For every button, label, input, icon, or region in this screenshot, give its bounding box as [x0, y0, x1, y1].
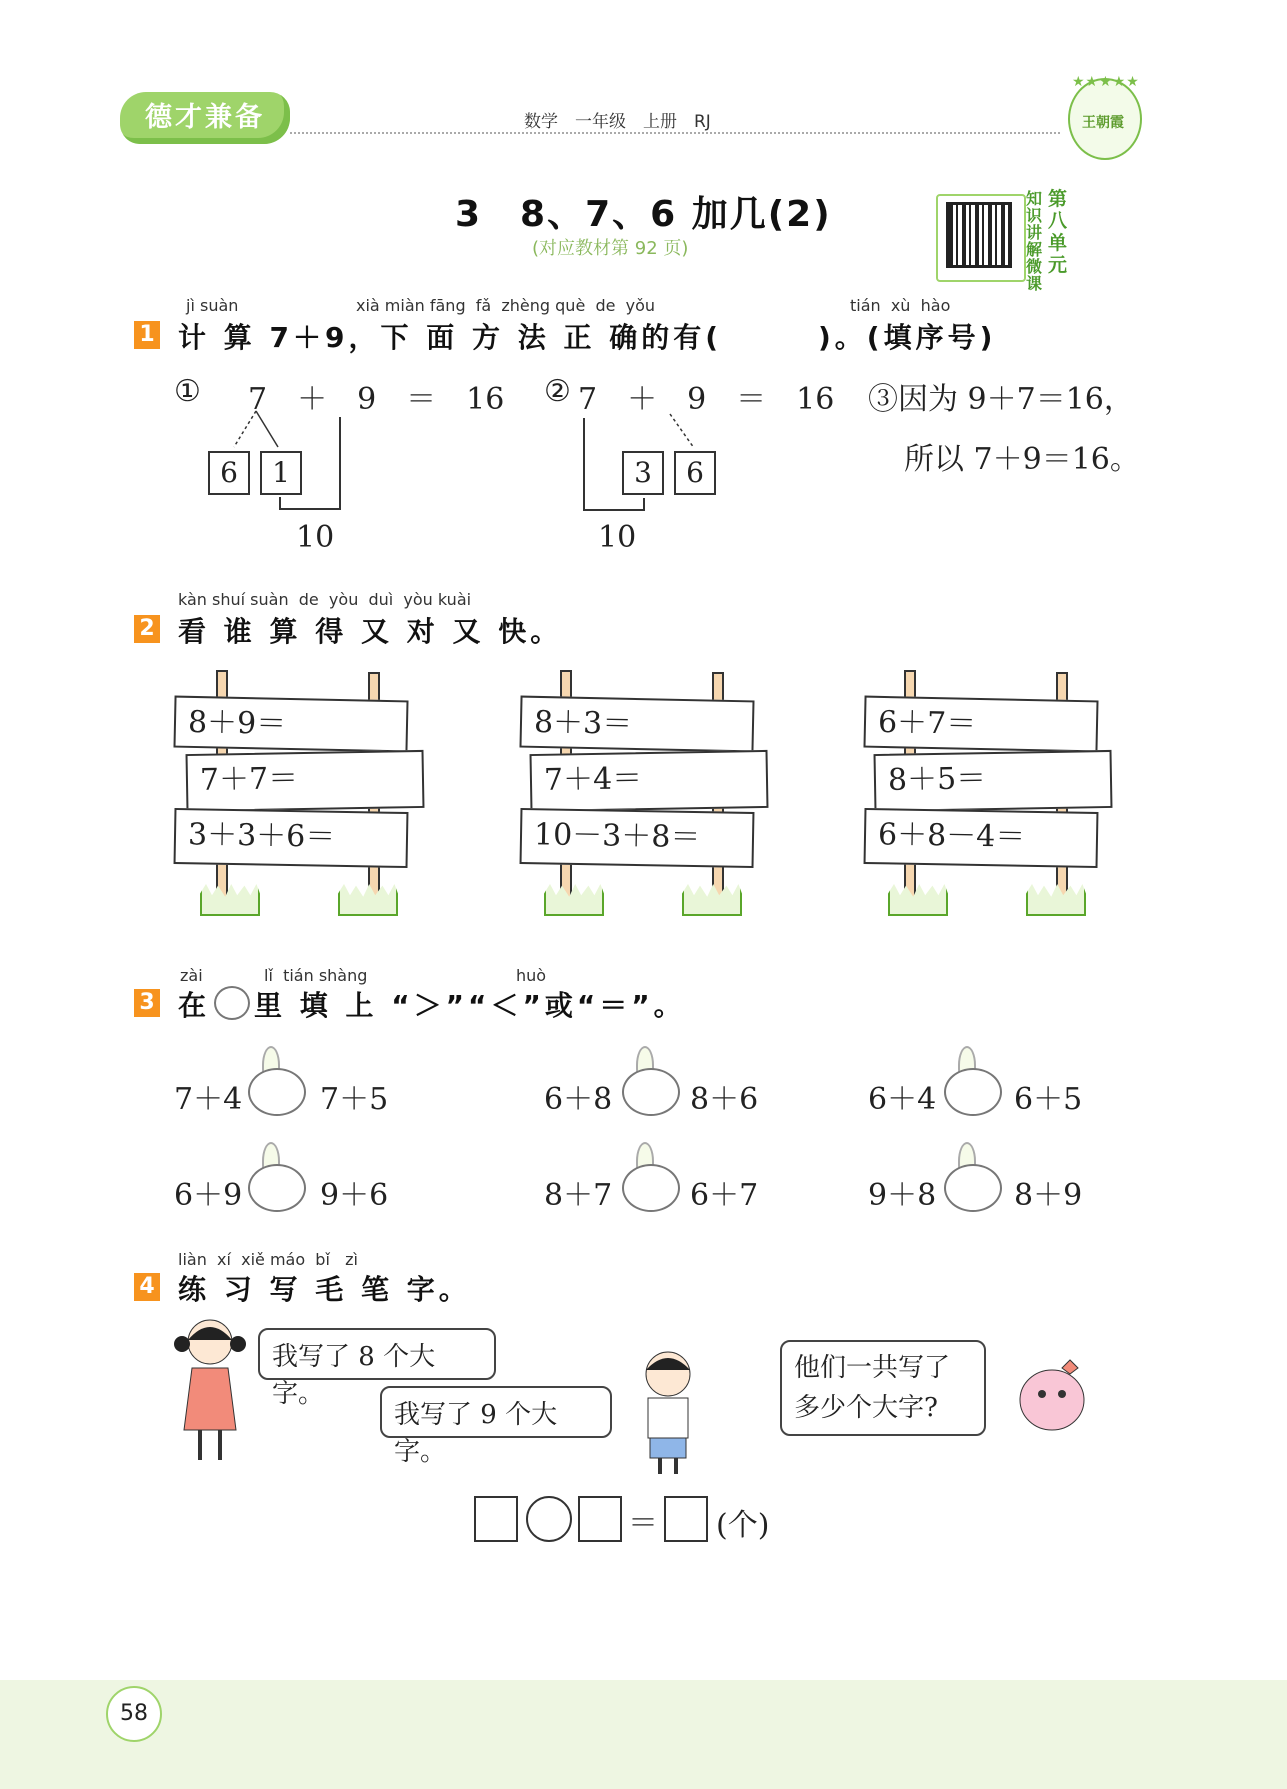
compare-left: 9＋8	[868, 1178, 937, 1213]
compare-right: 9＋6	[320, 1178, 389, 1213]
sign-1-row-2[interactable]: 7＋7＝	[186, 750, 425, 812]
header-divider	[290, 132, 1060, 134]
q1-method1-box-a: 6	[208, 451, 250, 495]
sign-2-row-3[interactable]: 10－3＋8＝	[520, 808, 755, 868]
qr-code-icon[interactable]	[946, 202, 1012, 268]
operator-circle[interactable]	[526, 1496, 572, 1542]
sign-2-row-2[interactable]: 7＋4＝	[530, 750, 769, 812]
grass-icon	[544, 884, 604, 916]
q1-method2-box-b: 6	[674, 451, 716, 495]
question-number-1: 1	[134, 321, 160, 349]
q1-method1-equation: 7 ＋ 9 ＝ 16	[248, 382, 505, 417]
monster-speech-line-1: 他们一共写了	[794, 1353, 951, 1383]
q1-method1-split-lines	[200, 405, 360, 515]
compare-blank-bunny[interactable]	[944, 1164, 1002, 1212]
compare-blank-bunny[interactable]	[248, 1164, 306, 1212]
question-number-2: 2	[134, 615, 160, 643]
page-number: 58	[106, 1686, 162, 1742]
answer-box-result[interactable]	[664, 1496, 708, 1542]
monster-speech-line-2: 多少个大字?	[794, 1393, 938, 1423]
compare-right: 8＋9	[1014, 1178, 1083, 1213]
grass-icon	[1026, 884, 1086, 916]
grass-icon	[888, 884, 948, 916]
qr-tag-small: 知识讲解微课	[1026, 189, 1043, 293]
grass-icon	[682, 884, 742, 916]
grass-icon	[200, 884, 260, 916]
sign-1-row-3[interactable]: 3＋3＋6＝	[174, 808, 409, 868]
grass-icon	[338, 884, 398, 916]
q3-pinyin-2: lǐ tián shàng	[264, 966, 368, 985]
compare-left: 6＋9	[174, 1178, 243, 1213]
sign-1-row-1[interactable]: 8＋9＝	[173, 696, 408, 753]
compare-left: 8＋7	[544, 1178, 613, 1213]
q4-pinyin: liàn xí xiě máo bǐ zì	[178, 1250, 358, 1269]
answer-box-1[interactable]	[474, 1496, 518, 1542]
q1-pinyin-3: tián xù hào	[850, 296, 951, 315]
answer-box-2[interactable]	[578, 1496, 622, 1542]
book-info: 数学 一年级 上册 RJ	[524, 112, 711, 132]
q1-text: 计 算 7＋9，下 面 方 法 正 确的有( )。(填序号)	[178, 321, 997, 354]
q1-method3-line1: ③因为 9＋7＝16，	[868, 382, 1134, 417]
compare-right: 7＋5	[320, 1082, 389, 1117]
qr-tag-unit: 第八单元	[1048, 188, 1068, 276]
compare-left: 7＋4	[174, 1082, 243, 1117]
sign-2-row-1[interactable]: 8＋3＝	[519, 696, 754, 753]
sign-3-row-3[interactable]: 6＋8－4＝	[864, 808, 1099, 868]
compare-right: 8＋6	[690, 1082, 759, 1117]
sign-3-row-2[interactable]: 8＋5＝	[874, 750, 1113, 812]
lesson-subtitle: (对应教材第 92 页)	[532, 238, 689, 259]
q1-method2-label: ②	[544, 374, 571, 409]
q1-method3-line2: 所以 7＋9＝16。	[904, 442, 1140, 477]
equals-sign: ＝	[628, 1506, 658, 1541]
q1-method2-split-lines	[570, 410, 730, 520]
sign-3-row-1[interactable]: 6＋7＝	[863, 696, 1098, 753]
unit-label: (个)	[716, 1508, 770, 1543]
q1-pinyin-2: xià miàn fāng fǎ zhèng què de yǒu	[356, 296, 656, 315]
girl-speech-bubble: 我写了 8 个大字。	[258, 1328, 496, 1380]
q3-text-b: 里 填 上 “＞”“＜”或“＝”。	[254, 989, 686, 1022]
pink-monster-illustration	[1004, 1350, 1100, 1440]
compare-right: 6＋5	[1014, 1082, 1083, 1117]
brand-logo: 德才兼备	[120, 92, 290, 144]
compare-blank-bunny[interactable]	[248, 1068, 306, 1116]
question-number-4: 4	[134, 1273, 160, 1301]
girl-illustration	[170, 1312, 250, 1472]
compare-blank-bunny[interactable]	[622, 1164, 680, 1212]
q1-method1-ten: 10	[296, 520, 335, 555]
q3-text-a: 在	[178, 989, 211, 1022]
q4-text: 练 习 写 毛 笔 字。	[178, 1273, 471, 1306]
seal-name: 王朝霞	[1082, 115, 1124, 131]
q1-method2-ten: 10	[598, 520, 637, 555]
seal-stars: ★★★★★	[1072, 74, 1140, 90]
compare-right: 6＋7	[690, 1178, 759, 1213]
compare-blank-bunny[interactable]	[944, 1068, 1002, 1116]
q1-method2-box-a: 3	[622, 451, 664, 495]
question-number-3: 3	[134, 989, 160, 1017]
q1-method1-label: ①	[174, 374, 201, 409]
q1-method1-box-b: 1	[260, 451, 302, 495]
compare-left: 6＋4	[868, 1082, 937, 1117]
compare-left: 6＋8	[544, 1082, 613, 1117]
q2-text: 看 谁 算 得 又 对 又 快。	[178, 615, 563, 648]
boy-illustration	[630, 1346, 706, 1476]
q1-pinyin-1: jì suàn	[186, 296, 239, 315]
q1-method2-equation: 7 ＋ 9 ＝ 16	[578, 382, 835, 417]
q3-pinyin-3: huò	[516, 966, 547, 985]
footer-band	[0, 1680, 1287, 1789]
q3-pinyin-1: zài	[180, 966, 203, 985]
q2-pinyin: kàn shuí suàn de yòu duì yòu kuài	[178, 590, 472, 609]
compare-blank-bunny[interactable]	[622, 1068, 680, 1116]
lesson-title: 3 8、7、6 加几(2)	[455, 194, 832, 235]
monster-speech-bubble	[780, 1340, 986, 1436]
boy-speech-bubble: 我写了 9 个大字。	[380, 1386, 612, 1438]
bunny-icon	[214, 986, 250, 1020]
